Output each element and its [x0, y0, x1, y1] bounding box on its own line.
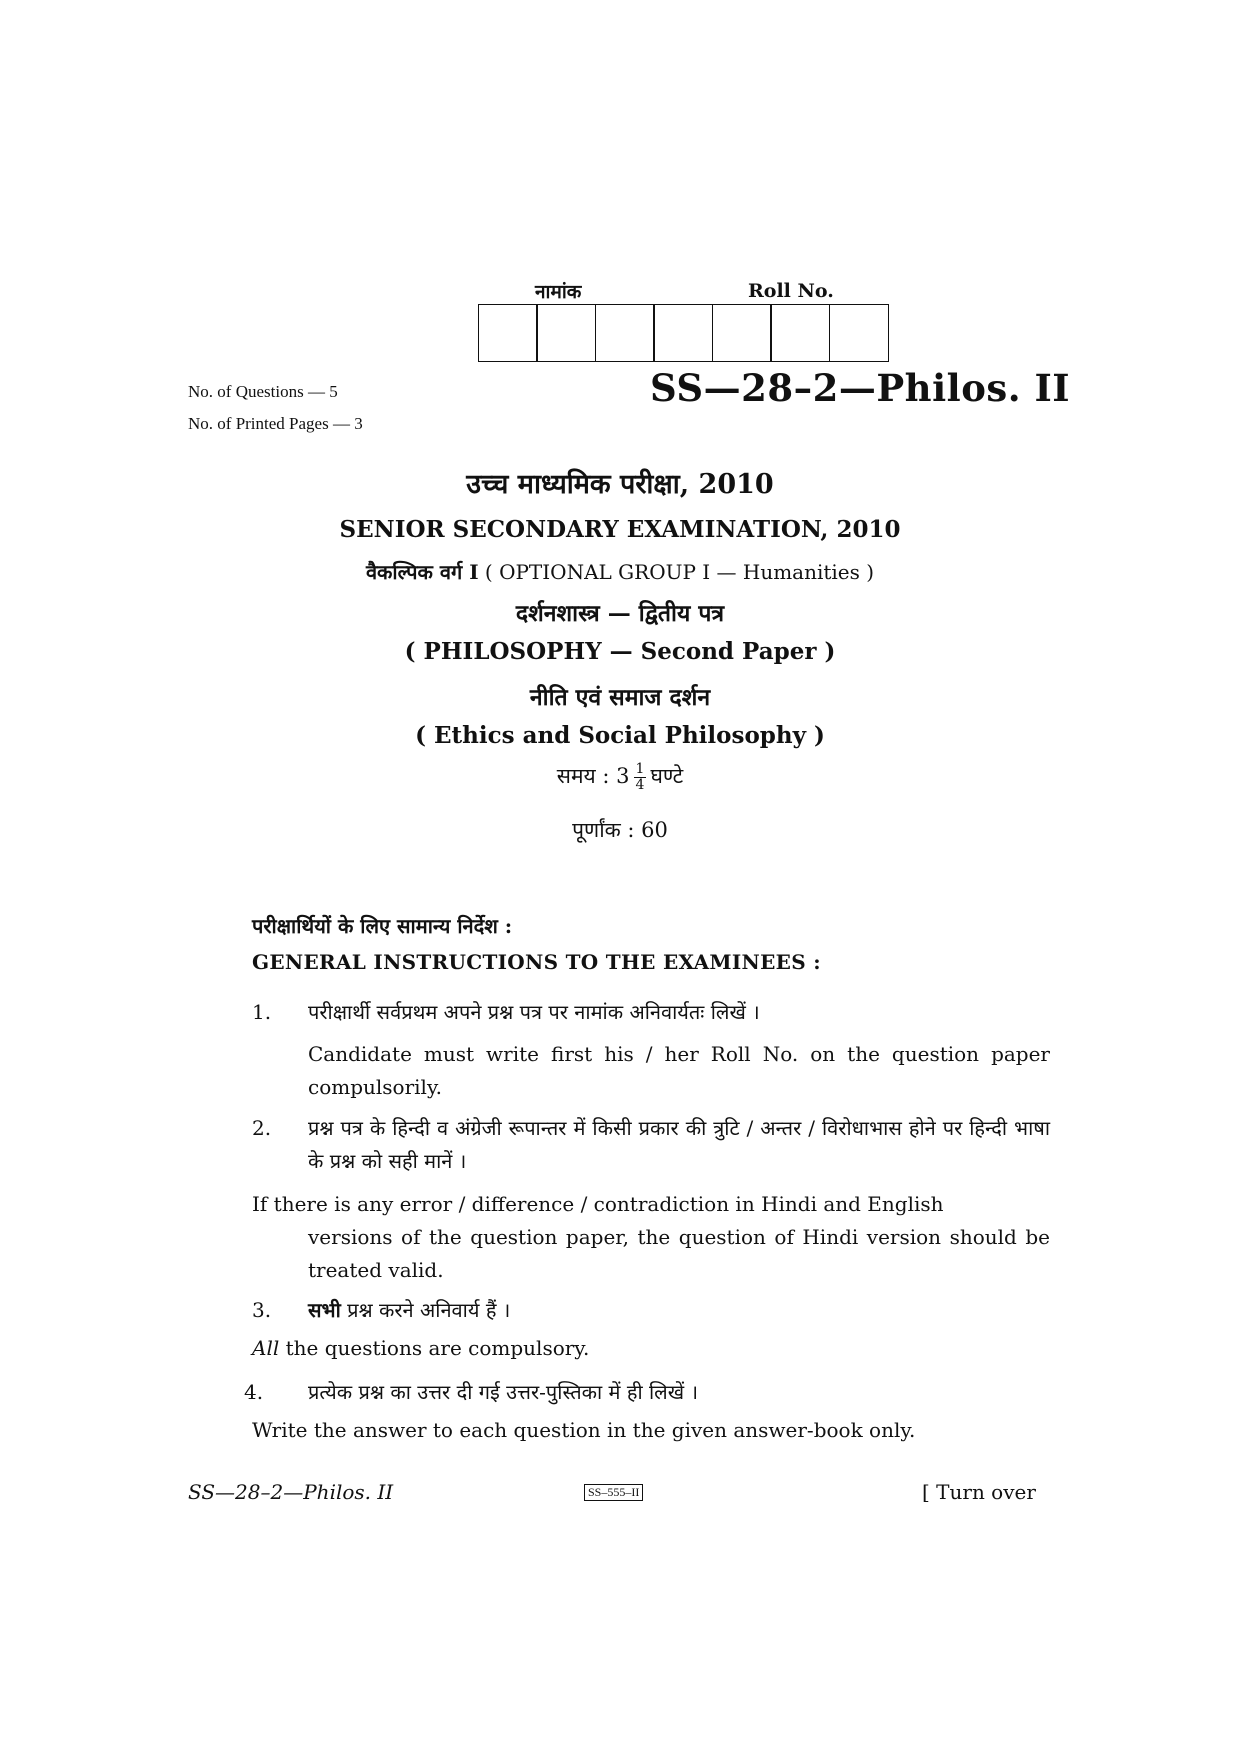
- instruction-text: प्रत्येक प्रश्न का उत्तर दी गई उत्तर-पुस्तिका में ही लिखें ।: [308, 1380, 699, 1404]
- instruction-number: 2.: [252, 1116, 272, 1140]
- instruction-text: Candidate must write first his / her Roll No. on the question paper compulsorily.: [308, 1042, 1050, 1099]
- instruction-text-rest: the questions are compulsory.: [279, 1336, 590, 1360]
- topic-title-english: ( Ethics and Social Philosophy ): [415, 722, 825, 749]
- optional-group-english: ( OPTIONAL GROUP I — Humanities ): [484, 560, 875, 584]
- instructions-heading-english: GENERAL INSTRUCTIONS TO THE EXAMINEES :: [252, 950, 821, 974]
- topic-title-hindi: नीति एवं समाज दर्शन: [529, 684, 711, 711]
- subject-title-hindi: दर्शनशास्त्र — द्वितीय पत्र: [515, 600, 725, 627]
- instruction-1-english: [252, 1038, 1050, 1104]
- number-of-questions: No. of Questions — 5: [188, 382, 338, 401]
- time-fraction: [634, 762, 647, 793]
- instruction-text: परीक्षार्थी सर्वप्रथम अपने प्रश्न पत्र पर नामांक अनिवार्यतः लिखें ।: [308, 1000, 760, 1024]
- instruction-text-first-line: If there is any error / difference / contradiction in Hindi and English: [252, 1192, 944, 1216]
- optional-group-hindi: वैकल्पिक वर्ग I: [365, 560, 479, 584]
- instruction-3-english: [252, 1336, 589, 1360]
- instruction-number: 1.: [252, 1000, 272, 1024]
- instruction-2-hindi: [252, 1112, 1050, 1178]
- instruction-text: प्रश्न पत्र के हिन्दी व अंग्रेजी रूपान्तर में किसी प्रकार की त्रुटि / अन्तर / विरोधाभास होने पर हिन्दी भाषा के प्रश्न को सही मानें ।: [308, 1116, 1050, 1173]
- fraction-denominator: 4: [635, 777, 645, 793]
- time-unit: घण्टे: [650, 764, 684, 788]
- instruction-4-hindi: [244, 1376, 1042, 1409]
- instruction-text-continued: versions of the question paper, the question of Hindi version should be treated valid.: [308, 1225, 1050, 1282]
- fraction-numerator: 1: [635, 761, 645, 777]
- instruction-4-english: Write the answer to each question in the given answer-book only.: [252, 1418, 916, 1442]
- number-of-printed-pages: No. of Printed Pages — 3: [188, 414, 363, 433]
- roll-box[interactable]: [770, 304, 830, 362]
- time-label: समय : 3: [556, 764, 630, 788]
- emphasis-all: All: [252, 1336, 280, 1360]
- roll-label-english: Roll No.: [748, 280, 834, 302]
- footer-paper-code: SS—28–2—Philos. II: [188, 1480, 394, 1504]
- instruction-3-hindi: [252, 1294, 1050, 1327]
- paper-code: SS—28–2—Philos. II: [650, 366, 1071, 410]
- roll-box[interactable]: [712, 304, 772, 362]
- optional-group: [0, 558, 1240, 585]
- roll-box[interactable]: [478, 304, 538, 362]
- roll-box[interactable]: [653, 304, 713, 362]
- footer-serial-code: SS–555–II: [584, 1484, 643, 1501]
- instruction-text-rest: प्रश्न करने अनिवार्य हैं ।: [340, 1298, 511, 1322]
- turn-over-note: [ Turn over: [922, 1480, 1036, 1504]
- roll-label-hindi: नामांक: [535, 281, 582, 303]
- subject-title-english: ( PHILOSOPHY — Second Paper ): [404, 638, 836, 665]
- exam-title-hindi: उच्च माध्यमिक परीक्षा, 2010: [466, 469, 774, 500]
- time-allowed: [0, 762, 1240, 793]
- roll-number-boxes: [479, 304, 889, 362]
- roll-box[interactable]: [536, 304, 596, 362]
- instruction-number: 4.: [244, 1380, 264, 1404]
- instruction-number: 3.: [252, 1298, 272, 1322]
- roll-box[interactable]: [595, 304, 655, 362]
- exam-title-english: SENIOR SECONDARY EXAMINATION, 2010: [339, 516, 901, 543]
- instruction-text: [308, 1294, 1050, 1327]
- instructions-heading-hindi: परीक्षार्थियों के लिए सामान्य निर्देश :: [252, 914, 513, 938]
- instruction-2-english: [252, 1188, 1050, 1287]
- maximum-marks: पूर्णांक : 60: [572, 818, 668, 842]
- emphasis-all-hindi: सभी: [308, 1298, 341, 1322]
- instruction-1-hindi: [252, 996, 1050, 1029]
- roll-number-labels: [480, 278, 900, 302]
- roll-box[interactable]: [829, 304, 889, 362]
